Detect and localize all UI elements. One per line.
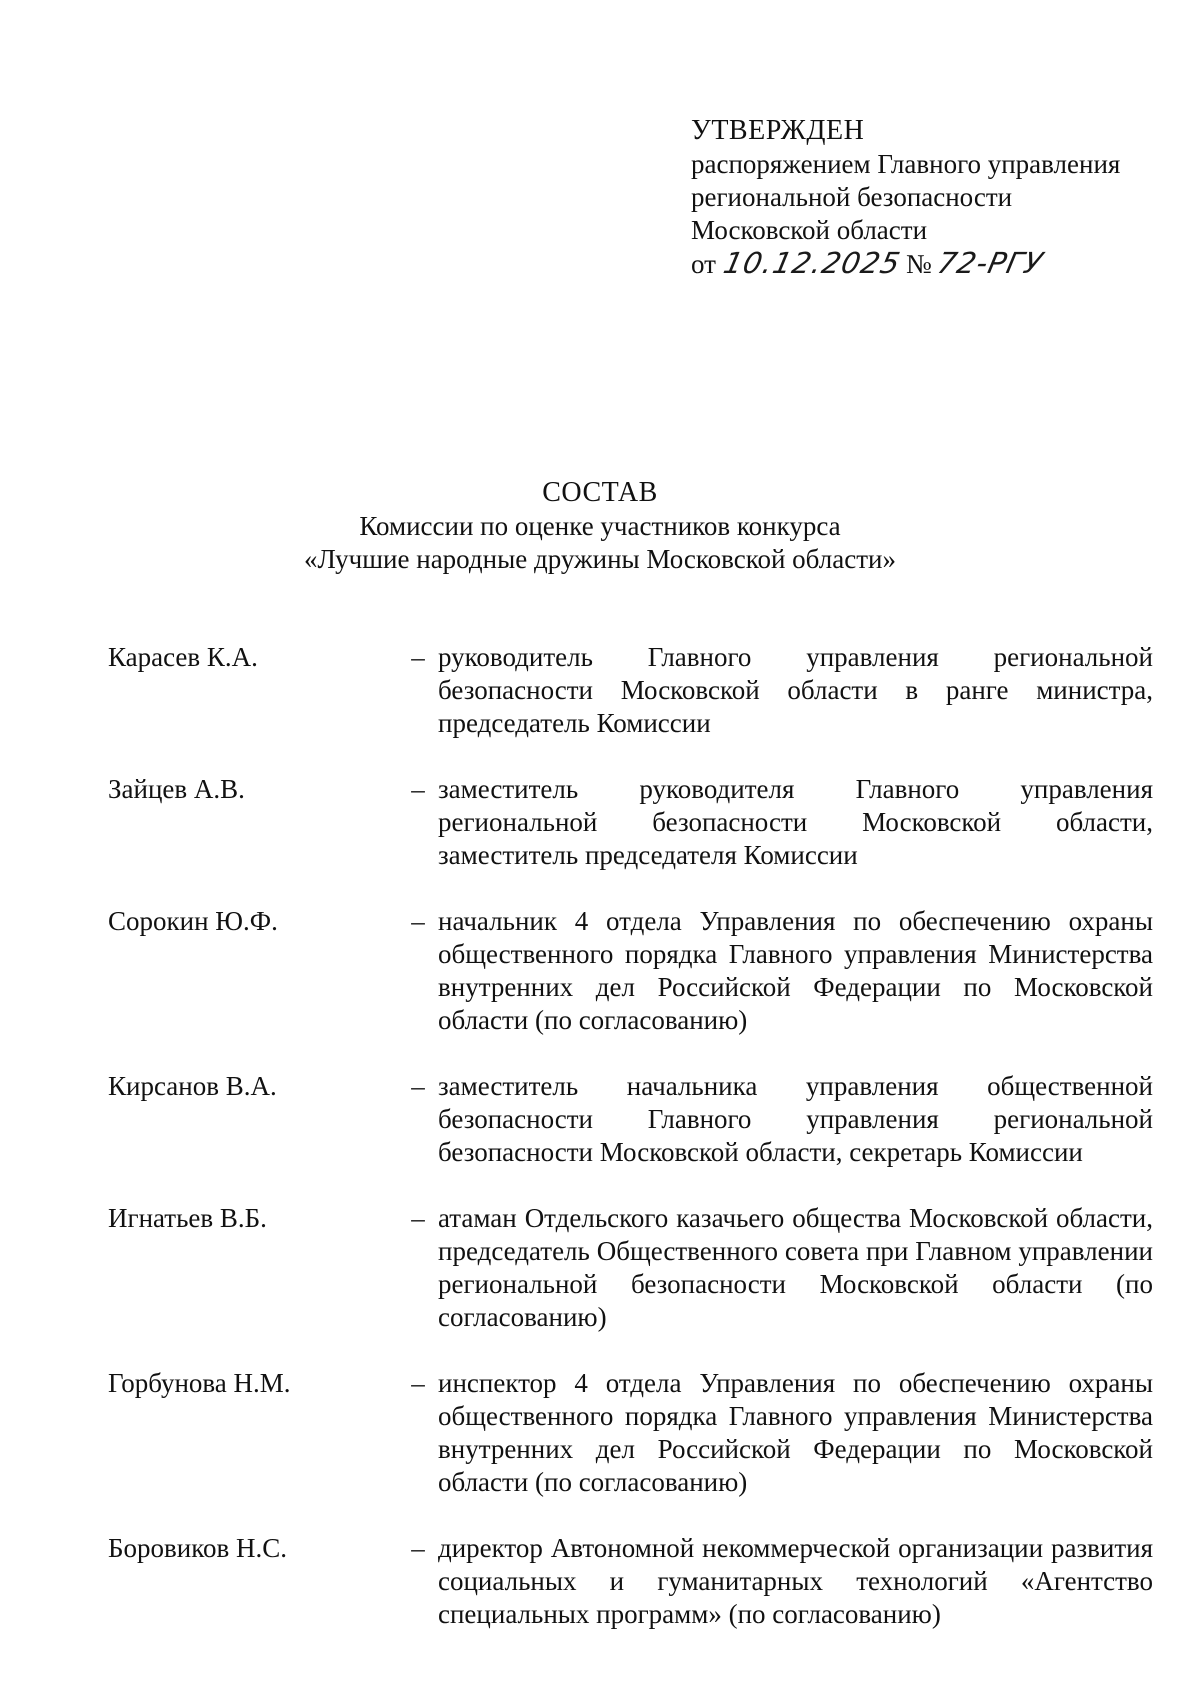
approval-line-2: региональной безопасности: [691, 182, 1013, 212]
member-dash: –: [411, 906, 425, 936]
member-row: [108, 1532, 1153, 1631]
member-row: [108, 773, 1153, 872]
approval-number-label: №: [906, 249, 932, 279]
member-name: Сорокин Ю.Ф.: [108, 906, 278, 936]
member-row: [108, 1070, 1153, 1169]
heading-title: СОСТАВ: [542, 477, 658, 508]
member-name: Боровиков Н.С.: [108, 1533, 287, 1563]
approval-date-number-row: [691, 247, 1171, 281]
approval-number-handwritten: 72-РГУ: [934, 246, 1047, 280]
member-dash: –: [411, 1533, 425, 1563]
member-role: руководитель Главного управления региональной безопасности Московской области в ранге министра, председатель Комиссии: [438, 642, 1153, 738]
member-dash: –: [411, 642, 425, 672]
member-row: [108, 905, 1153, 1037]
member-dash: –: [411, 774, 425, 804]
document-heading: [0, 476, 1200, 576]
member-row: [108, 1367, 1153, 1499]
member-dash: –: [411, 1203, 425, 1233]
member-row: [108, 1202, 1153, 1334]
member-row: [108, 641, 1153, 740]
member-name: Зайцев А.В.: [108, 774, 245, 804]
approval-line-1: распоряжением Главного управления: [691, 149, 1121, 179]
member-role: атаман Отдельского казачьего общества Московской области, председатель Общественного совета при Главном управлении региональной безопасности Московской области (по согласованию): [438, 1203, 1153, 1332]
member-role: заместитель руководителя Главного управления региональной безопасности Московской области, заместитель председателя Комиссии: [438, 774, 1153, 870]
member-name: Кирсанов В.А.: [108, 1071, 277, 1101]
approval-line-3: Московской области: [691, 215, 928, 245]
heading-line-2: «Лучшие народные дружины Московской области»: [304, 544, 896, 574]
approval-title: УТВЕРЖДЕН: [691, 115, 865, 146]
member-dash: –: [411, 1368, 425, 1398]
approval-from-label: от: [691, 249, 716, 279]
member-role: инспектор 4 отдела Управления по обеспечению охраны общественного порядка Главного управления Министерства внутренних дел Российской Федерации по Московской области (по согласованию): [438, 1368, 1153, 1497]
member-role: начальник 4 отдела Управления по обеспечению охраны общественного порядка Главного управления Министерства внутренних дел Российской Федерации по Московской области (по согласованию): [438, 906, 1153, 1035]
approval-date-handwritten: 10.12.2025: [720, 246, 904, 280]
member-name: Игнатьев В.Б.: [108, 1203, 267, 1233]
member-role: директор Автономной некоммерческой организации развития социальных и гуманитарных технологий «Агентство специальных программ» (по согласованию): [438, 1533, 1153, 1629]
heading-line-1: Комиссии по оценке участников конкурса: [359, 511, 841, 541]
members-list: [108, 641, 1153, 1664]
member-name: Горбунова Н.М.: [108, 1368, 291, 1398]
member-name: Карасев К.А.: [108, 642, 258, 672]
approval-block: [691, 114, 1171, 281]
member-role: заместитель начальника управления общественной безопасности Главного управления региональной безопасности Московской области, секретарь Комиссии: [438, 1071, 1153, 1167]
member-dash: –: [411, 1071, 425, 1101]
